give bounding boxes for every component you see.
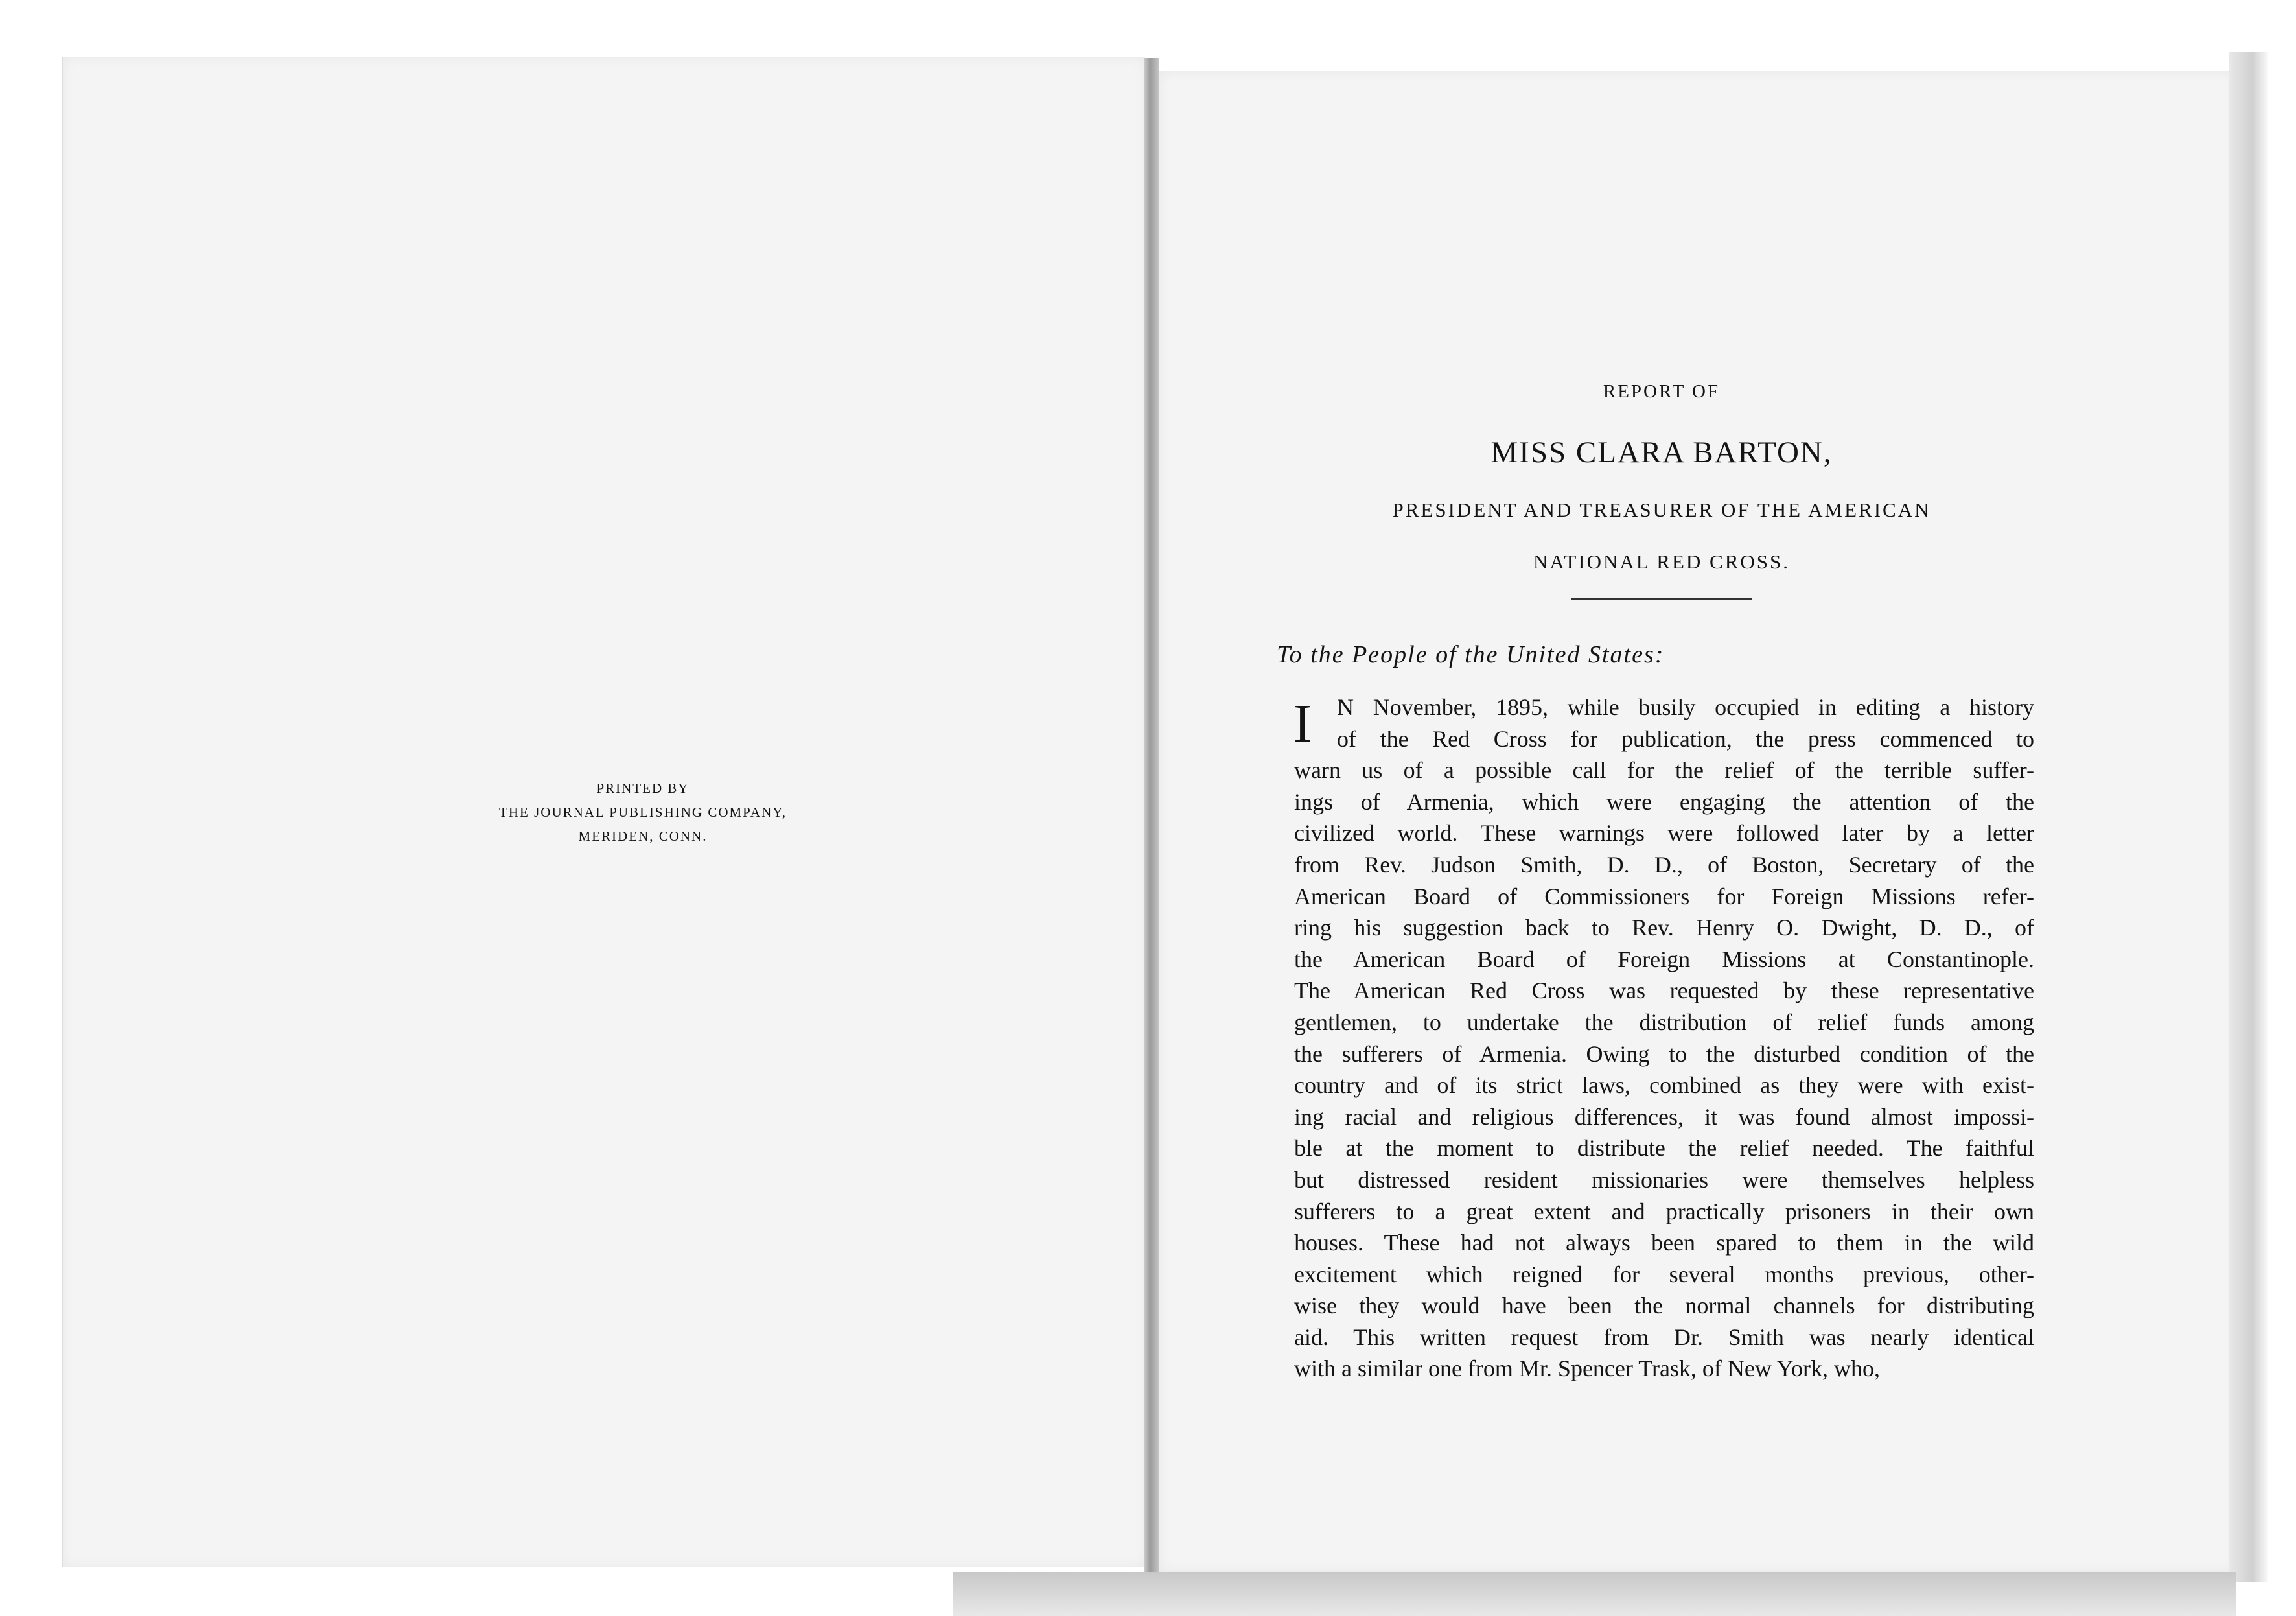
text-line: wise they would have been the normal channels for distributing	[1294, 1293, 2034, 1319]
text-line: warn us of a possible call for the relief of the terrible suffer-	[1294, 757, 2034, 784]
report-title-block	[1289, 381, 2034, 600]
drop-cap: I	[1293, 694, 1312, 754]
text-line: of the Red Cross for publication, the press commenced to	[1337, 725, 2034, 752]
text-line: from Rev. Judson Smith, D. D., of Boston, Secretary of the	[1294, 851, 2034, 878]
text-line: the sufferers of Armenia. Owing to the disturbed condition of the	[1294, 1040, 2034, 1067]
title-rule-divider	[1571, 598, 1752, 600]
page-bottom-shadow	[953, 1572, 2236, 1616]
page-edge	[2229, 52, 2268, 1582]
text-line: with a similar one from Mr. Spencer Trask, of New York, who,	[1294, 1355, 1880, 1382]
printer-imprint	[481, 777, 805, 849]
text-line: excitement which reigned for several months previous, other-	[1294, 1261, 2034, 1287]
text-line: country and of its strict laws, combined as they were with exist-	[1294, 1072, 2034, 1099]
text-line: ring his suggestion back to Rev. Henry O. Dwight, D. D., of	[1294, 915, 2034, 941]
text-line: sufferers to a great extent and practically prisoners in their own	[1294, 1198, 2034, 1224]
text-line: houses. These had not always been spared to them in the wild	[1294, 1230, 2034, 1256]
text-line: gentlemen, to undertake the distribution of relief funds among	[1294, 1009, 2034, 1035]
imprint-line: PRINTED BY	[596, 780, 690, 796]
book-gutter	[1144, 58, 1159, 1575]
salutation: To the People of the United States:	[1277, 641, 1665, 668]
report-of-heading: REPORT OF	[1603, 381, 1721, 402]
text-line: civilized world. These warnings were followed later by a letter	[1294, 820, 2034, 847]
author-name-heading: MISS CLARA BARTON,	[1490, 436, 1833, 469]
text-line: ble at the moment to distribute the relief needed. The faithful	[1294, 1135, 2034, 1162]
imprint-line: MERIDEN, CONN.	[578, 828, 708, 844]
text-line: ing racial and religious differences, it was found almost impossi-	[1294, 1103, 2034, 1130]
text-line: ings of Armenia, which were engaging the attention of the	[1294, 788, 2034, 815]
text-line: aid. This written request from Dr. Smith was nearly identical	[1294, 1324, 2034, 1350]
imprint-line: THE JOURNAL PUBLISHING COMPANY,	[499, 804, 787, 820]
text-line: American Board of Commissioners for Foreign Missions refer-	[1294, 883, 2034, 909]
text-line: the American Board of Foreign Missions at Constantinople.	[1294, 946, 2034, 972]
text-line: N November, 1895, while busily occupied in editing a history	[1337, 694, 2034, 720]
subtitle-line: PRESIDENT AND TREASURER OF THE AMERICAN	[1392, 498, 1931, 521]
subtitle-line: NATIONAL RED CROSS.	[1533, 550, 1791, 573]
body-paragraph	[1294, 692, 2034, 1385]
text-line: The American Red Cross was requested by these representative	[1294, 978, 2034, 1004]
text-line: but distressed resident missionaries were themselves helpless	[1294, 1166, 2034, 1193]
